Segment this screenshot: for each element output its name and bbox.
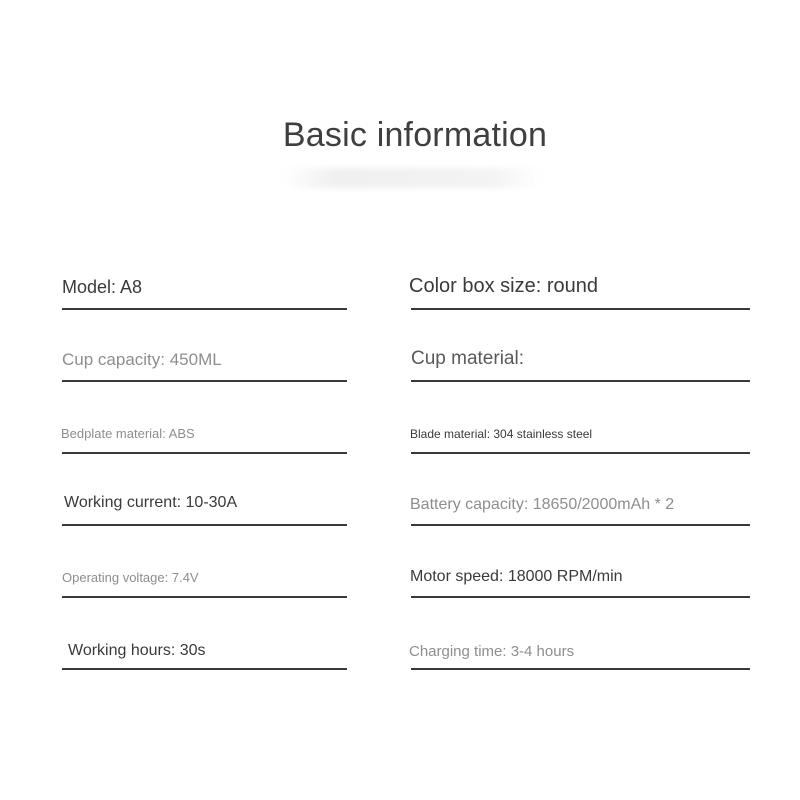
title-underglow — [283, 168, 543, 188]
spec-operating-voltage — [62, 558, 347, 598]
spec-divider — [411, 524, 750, 526]
spec-cup-material-label: Cup material: — [411, 348, 524, 369]
spec-charging-time-label: Charging time: 3-4 hours — [409, 643, 575, 660]
spec-charging-time — [411, 630, 750, 670]
spec-color-box-size — [411, 270, 750, 310]
spec-bedplate-material-label: Bedplate material: ABS — [61, 426, 195, 441]
spec-color-box-size-label: Color box size: round — [409, 275, 598, 297]
page-title: Basic information — [282, 116, 548, 154]
spec-cup-material — [411, 342, 750, 382]
spec-divider — [411, 668, 750, 670]
spec-divider — [411, 308, 750, 310]
spec-divider — [62, 452, 347, 454]
spec-working-current — [62, 486, 347, 526]
spec-blade-material-label: Blade material: 304 stainless steel — [410, 427, 593, 441]
spec-model — [62, 270, 347, 310]
spec-cup-capacity-label: Cup capacity: 450ML — [62, 350, 222, 369]
spec-working-current-label: Working current: 10-30A — [64, 494, 238, 511]
spec-motor-speed — [411, 558, 750, 598]
spec-bedplate-material — [62, 414, 347, 454]
spec-motor-speed-label: Motor speed: 18000 RPM/min — [410, 568, 623, 585]
spec-blade-material — [411, 414, 750, 454]
spec-divider — [62, 524, 347, 526]
spec-divider — [411, 596, 750, 598]
spec-working-hours-label: Working hours: 30s — [68, 642, 206, 659]
spec-model-label: Model: A8 — [62, 277, 143, 297]
spec-cup-capacity — [62, 342, 347, 382]
spec-divider — [62, 308, 347, 310]
spec-divider — [62, 380, 347, 382]
spec-divider — [62, 668, 347, 670]
spec-divider — [411, 452, 750, 454]
spec-divider — [62, 596, 347, 598]
spec-battery-capacity — [411, 486, 750, 526]
spec-operating-voltage-label: Operating voltage: 7.4V — [62, 570, 199, 585]
spec-working-hours — [62, 630, 347, 670]
spec-battery-capacity-label: Battery capacity: 18650/2000mAh * 2 — [410, 496, 675, 513]
spec-divider — [411, 380, 750, 382]
